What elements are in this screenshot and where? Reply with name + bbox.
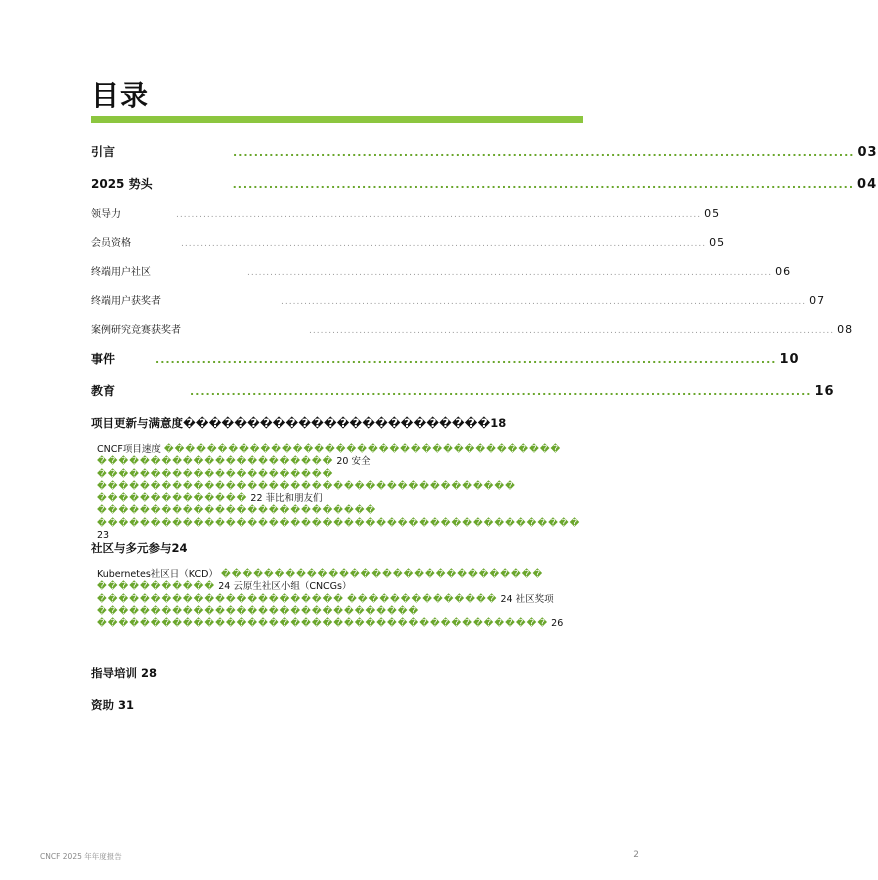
- toc-row-events[interactable]: [91, 350, 800, 368]
- section-title: 项目更新与满意度: [91, 416, 183, 430]
- subitem-security[interactable]: 安全: [351, 456, 371, 468]
- toc-page-number: 05: [709, 236, 726, 249]
- toc-page-number: 06: [775, 265, 792, 278]
- garbled-dots: ����������������������: [97, 456, 334, 468]
- garbled-dots: ������������������������: [183, 416, 491, 430]
- garbled-dots: ��������������: [347, 593, 498, 605]
- garbled-dots: ������������������������������������������: [97, 618, 549, 630]
- subitem-page-number: 24: [218, 581, 231, 593]
- garbled-dots: ������������������������������: [220, 569, 544, 580]
- toc-label: 会员资格: [91, 238, 131, 249]
- garbled-dots: ���������������������������������������������: [97, 517, 581, 529]
- subitem-community-awards[interactable]: 社区奖项: [515, 593, 554, 605]
- footer-report-name: CNCF 2025 年年度报告: [40, 852, 122, 861]
- section-funding[interactable]: 资助 31: [91, 698, 135, 712]
- section-community[interactable]: [91, 540, 188, 556]
- toc-label: 终端用户获奖者: [91, 296, 161, 307]
- section-mentoring[interactable]: 指导培训 28: [91, 666, 158, 680]
- toc-page-number: 04: [857, 177, 878, 192]
- toc-leader-dots: ........................................................................................................................................: [309, 326, 835, 336]
- toc-label: 事件: [91, 352, 116, 366]
- page-title: 目录: [91, 79, 150, 112]
- toc-label: 2025 势头: [91, 177, 153, 191]
- toc-row-membership[interactable]: [91, 234, 726, 252]
- garbled-dots: ������������������������������: [97, 605, 420, 617]
- toc-page-number: 07: [809, 294, 826, 307]
- subitem-cncg[interactable]: 云原生社区小组（CNCGs）: [233, 581, 352, 593]
- subitem-page-number: 20: [336, 456, 349, 468]
- toc-leader-dots: ........................................................................................................................................: [176, 210, 702, 220]
- accent-bar: [91, 116, 583, 123]
- project-subitems: [97, 444, 583, 542]
- toc-label: 教育: [91, 384, 116, 398]
- section-title: 社区与多元参与24: [91, 541, 188, 555]
- toc-row-leadership[interactable]: [91, 205, 721, 223]
- toc-leader-dots: ........................................................................................................................................: [247, 268, 773, 278]
- toc-row-enduser-community[interactable]: [91, 263, 792, 281]
- toc-page-number: 16: [814, 384, 835, 399]
- toc-leader-dots: ........................................................................................................................: [233, 146, 855, 159]
- section-project-updates[interactable]: [91, 415, 506, 431]
- toc-leader-dots: ........................................................................................................................: [232, 178, 855, 191]
- toc-label: 案例研究竞赛获奖者: [91, 325, 181, 336]
- toc-label: 领导力: [91, 209, 121, 220]
- garbled-dots: �����������: [97, 581, 216, 593]
- toc-leader-dots: ........................................................................................................................................: [181, 239, 707, 249]
- toc-row-momentum[interactable]: [91, 175, 878, 193]
- subitem-page-number: 23: [97, 530, 110, 542]
- toc-row-education[interactable]: [91, 382, 835, 400]
- community-subitems: [97, 569, 583, 630]
- toc-row-case-study-winners[interactable]: [91, 321, 854, 339]
- garbled-dots: ��������������: [97, 493, 248, 505]
- toc-page-number: 03: [857, 145, 878, 160]
- subitem-page-number: 24: [500, 593, 513, 605]
- toc-label: 终端用户社区: [91, 267, 151, 278]
- garbled-dots: ���������������������������������������: [97, 480, 516, 492]
- toc-page-number: 05: [704, 207, 721, 220]
- toc-label: 引言: [91, 145, 116, 159]
- subitem-cncf-velocity[interactable]: CNCF项目速度: [97, 444, 161, 455]
- toc-leader-dots: ........................................................................................................................................: [281, 297, 807, 307]
- subitem-kcd[interactable]: Kubernetes社区日（KCD）: [97, 569, 218, 580]
- garbled-dots: �������������������������������������: [163, 444, 562, 455]
- subitem-phippy-friends[interactable]: 菲比和朋友们: [265, 493, 323, 505]
- toc-row-intro[interactable]: [91, 143, 878, 161]
- toc-leader-dots: ........................................................................................................................: [155, 353, 777, 366]
- section-page-number: 18: [490, 416, 507, 430]
- toc-row-enduser-winners[interactable]: [91, 292, 826, 310]
- subitem-page-number: 22: [250, 493, 263, 505]
- toc-page-number: 08: [837, 323, 854, 336]
- garbled-dots: ��������������������������: [97, 505, 377, 517]
- toc-page-number: 10: [779, 352, 800, 367]
- footer-page-number: 2: [633, 850, 639, 860]
- garbled-dots: �����������������������: [97, 593, 345, 605]
- toc-leader-dots: ........................................................................................................................: [190, 385, 812, 398]
- subitem-page-number: 26: [551, 618, 564, 630]
- garbled-dots: ����������������������: [97, 468, 334, 480]
